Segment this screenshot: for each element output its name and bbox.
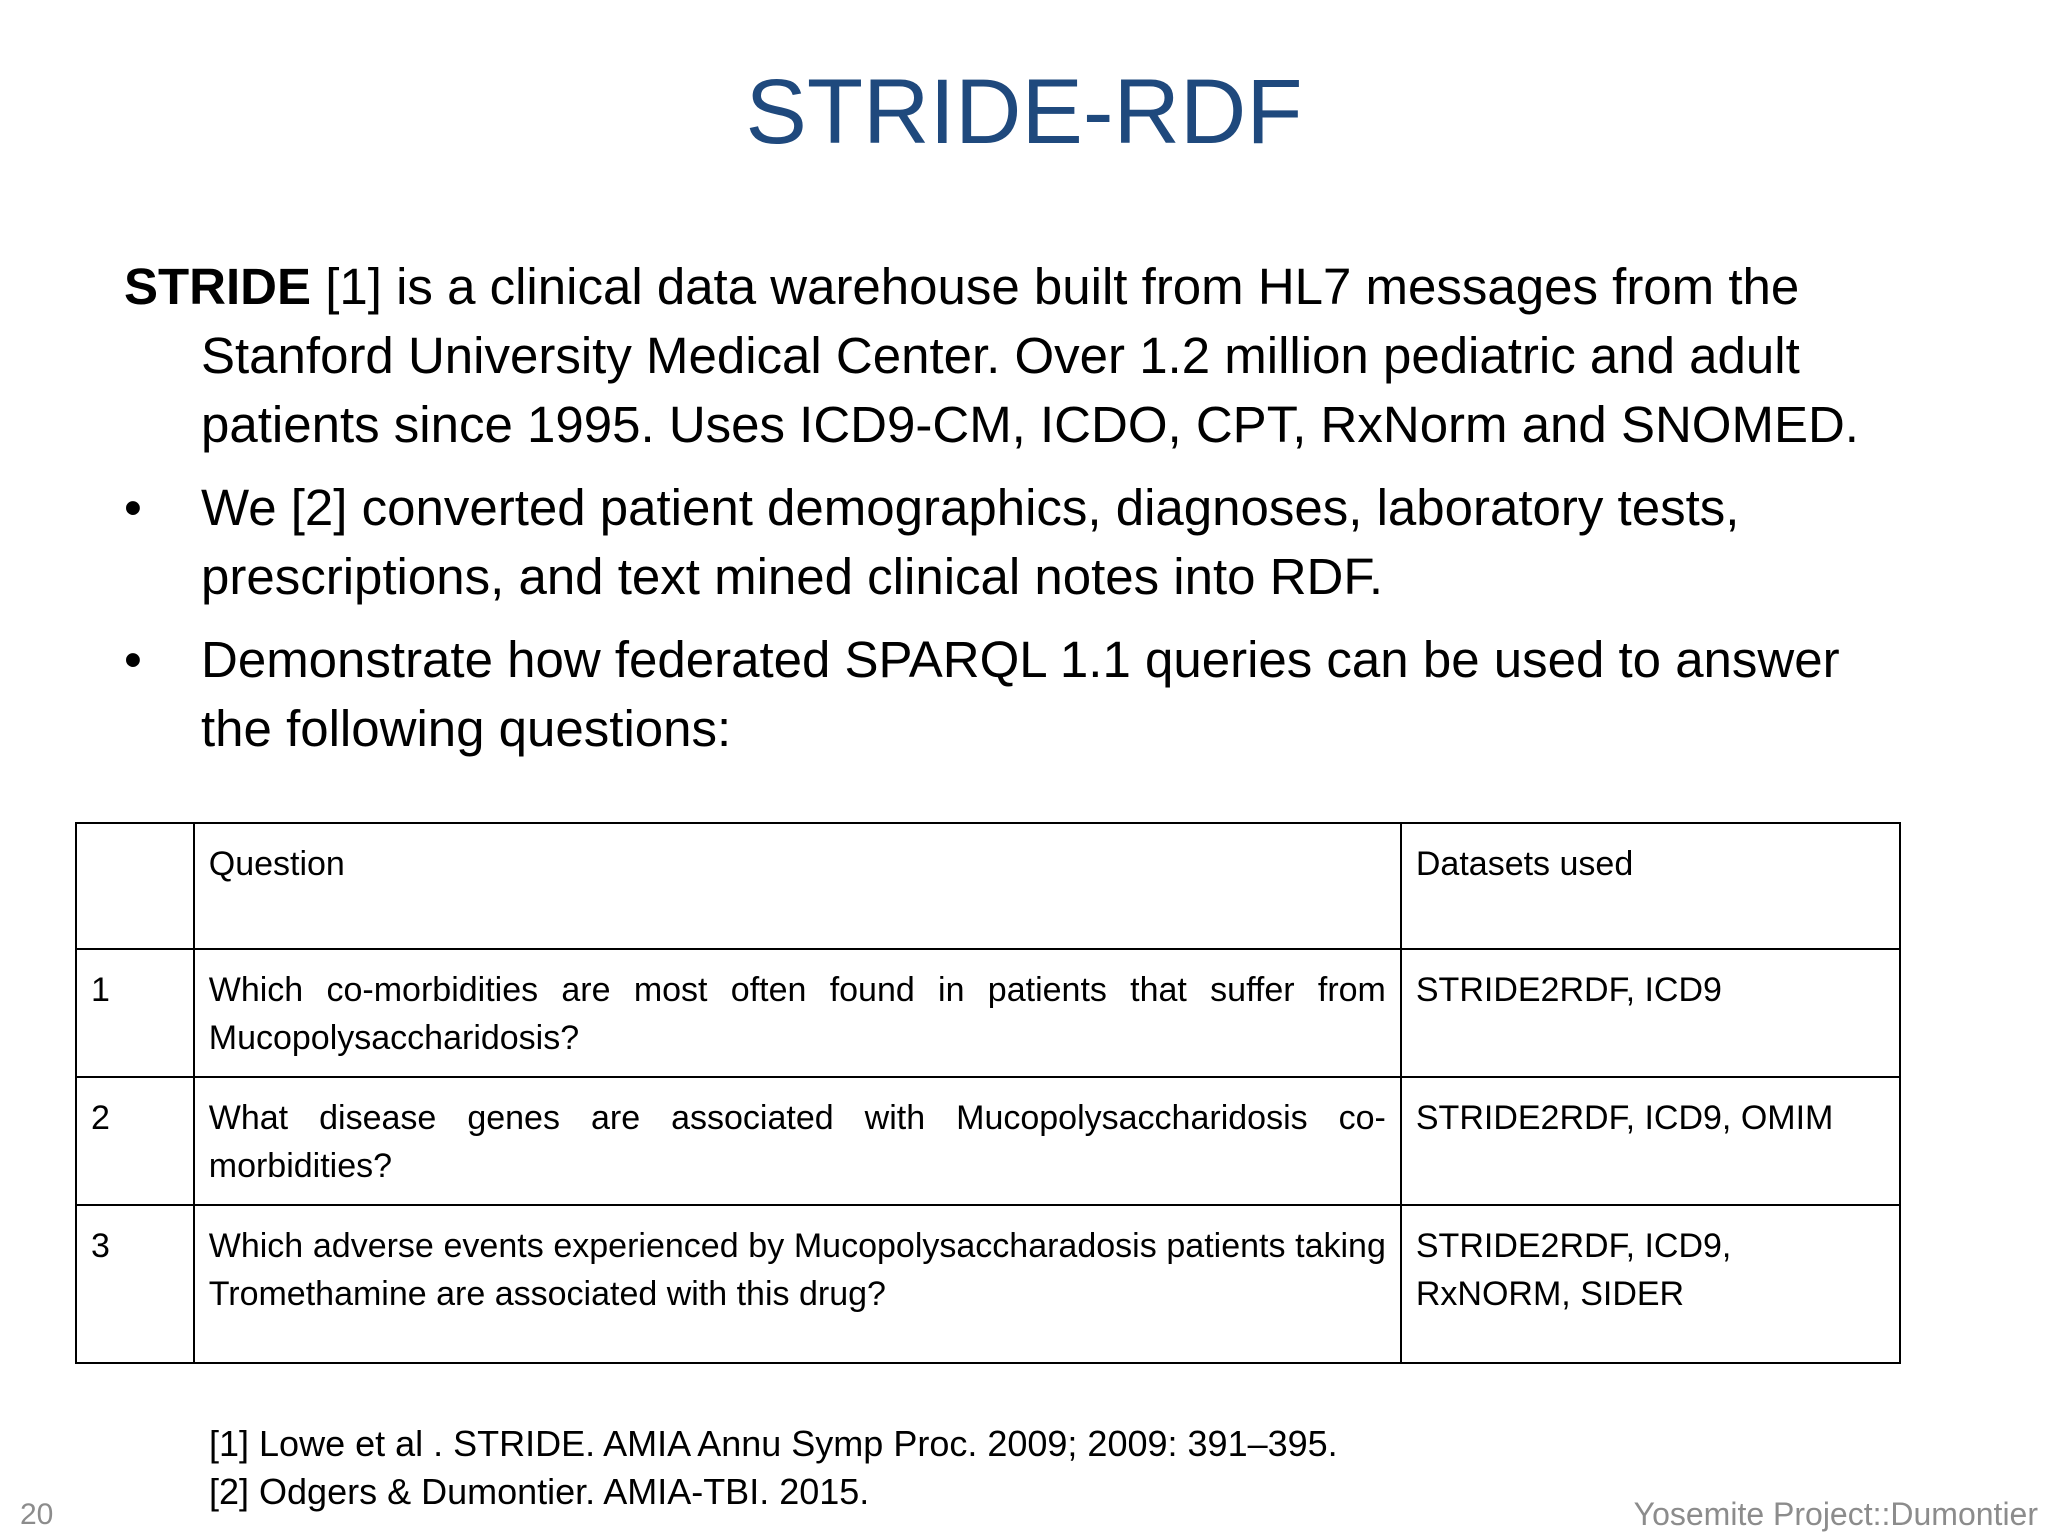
table-header-row <box>76 823 1900 949</box>
row-question: Which adverse events experienced by Mucopolysaccharadosis patients taking Tromethamine are associated with this drug? <box>194 1205 1401 1363</box>
slide-title: STRIDE-RDF <box>745 61 1303 163</box>
page-number: 20 <box>20 1498 54 1531</box>
row-question: Which co-morbidities are most often found in patients that suffer from Mucopolysaccharidosis? <box>194 949 1401 1077</box>
reference-item: [1] Lowe et al . STRIDE. AMIA Annu Symp Proc. 2009; 2009: 391–395. <box>209 1423 1338 1464</box>
row-datasets: STRIDE2RDF, ICD9 <box>1401 949 1900 1077</box>
questions-table <box>75 822 1901 1364</box>
header-cell-datasets: Datasets used <box>1401 823 1900 949</box>
reference-item: [2] Odgers & Dumontier. AMIA-TBI. 2015. <box>209 1471 870 1512</box>
bullet-item <box>124 625 1904 763</box>
row-number: 3 <box>76 1205 194 1363</box>
bullet-item <box>124 473 1904 611</box>
table-row <box>76 1077 1900 1205</box>
footer-attribution: Yosemite Project::Dumontier <box>1633 1496 2038 1532</box>
slide-body <box>124 252 1904 763</box>
header-cell-number <box>76 823 194 949</box>
row-datasets: STRIDE2RDF, ICD9, OMIM <box>1401 1077 1900 1205</box>
row-number: 2 <box>76 1077 194 1205</box>
bullet-text: Demonstrate how federated SPARQL 1.1 queries can be used to answer the following questions: <box>201 631 1840 757</box>
bullet-dot-icon: • <box>124 631 142 688</box>
bullet-dot-icon: • <box>124 479 142 536</box>
bullet-text: We [2] converted patient demographics, diagnoses, laboratory tests, prescriptions, and text mined clinical notes into RDF. <box>201 479 1740 605</box>
intro-paragraph <box>124 252 1904 459</box>
intro-text: [1] is a clinical data warehouse built from HL7 messages from the Stanford University Medical Center. Over 1.2 million pediatric and adult patients since 1995. Uses ICD9-CM, ICDO, CPT, RxNorm and SNOMED. <box>201 258 1859 453</box>
intro-bold-term: STRIDE <box>124 258 312 315</box>
row-number: 1 <box>76 949 194 1077</box>
table-row <box>76 949 1900 1077</box>
header-cell-question: Question <box>194 823 1401 949</box>
table-row <box>76 1205 1900 1363</box>
row-datasets: STRIDE2RDF, ICD9, RxNORM, SIDER <box>1401 1205 1900 1363</box>
row-question: What disease genes are associated with Mucopolysaccharidosis co-morbidities? <box>194 1077 1401 1205</box>
references <box>209 1420 1338 1516</box>
